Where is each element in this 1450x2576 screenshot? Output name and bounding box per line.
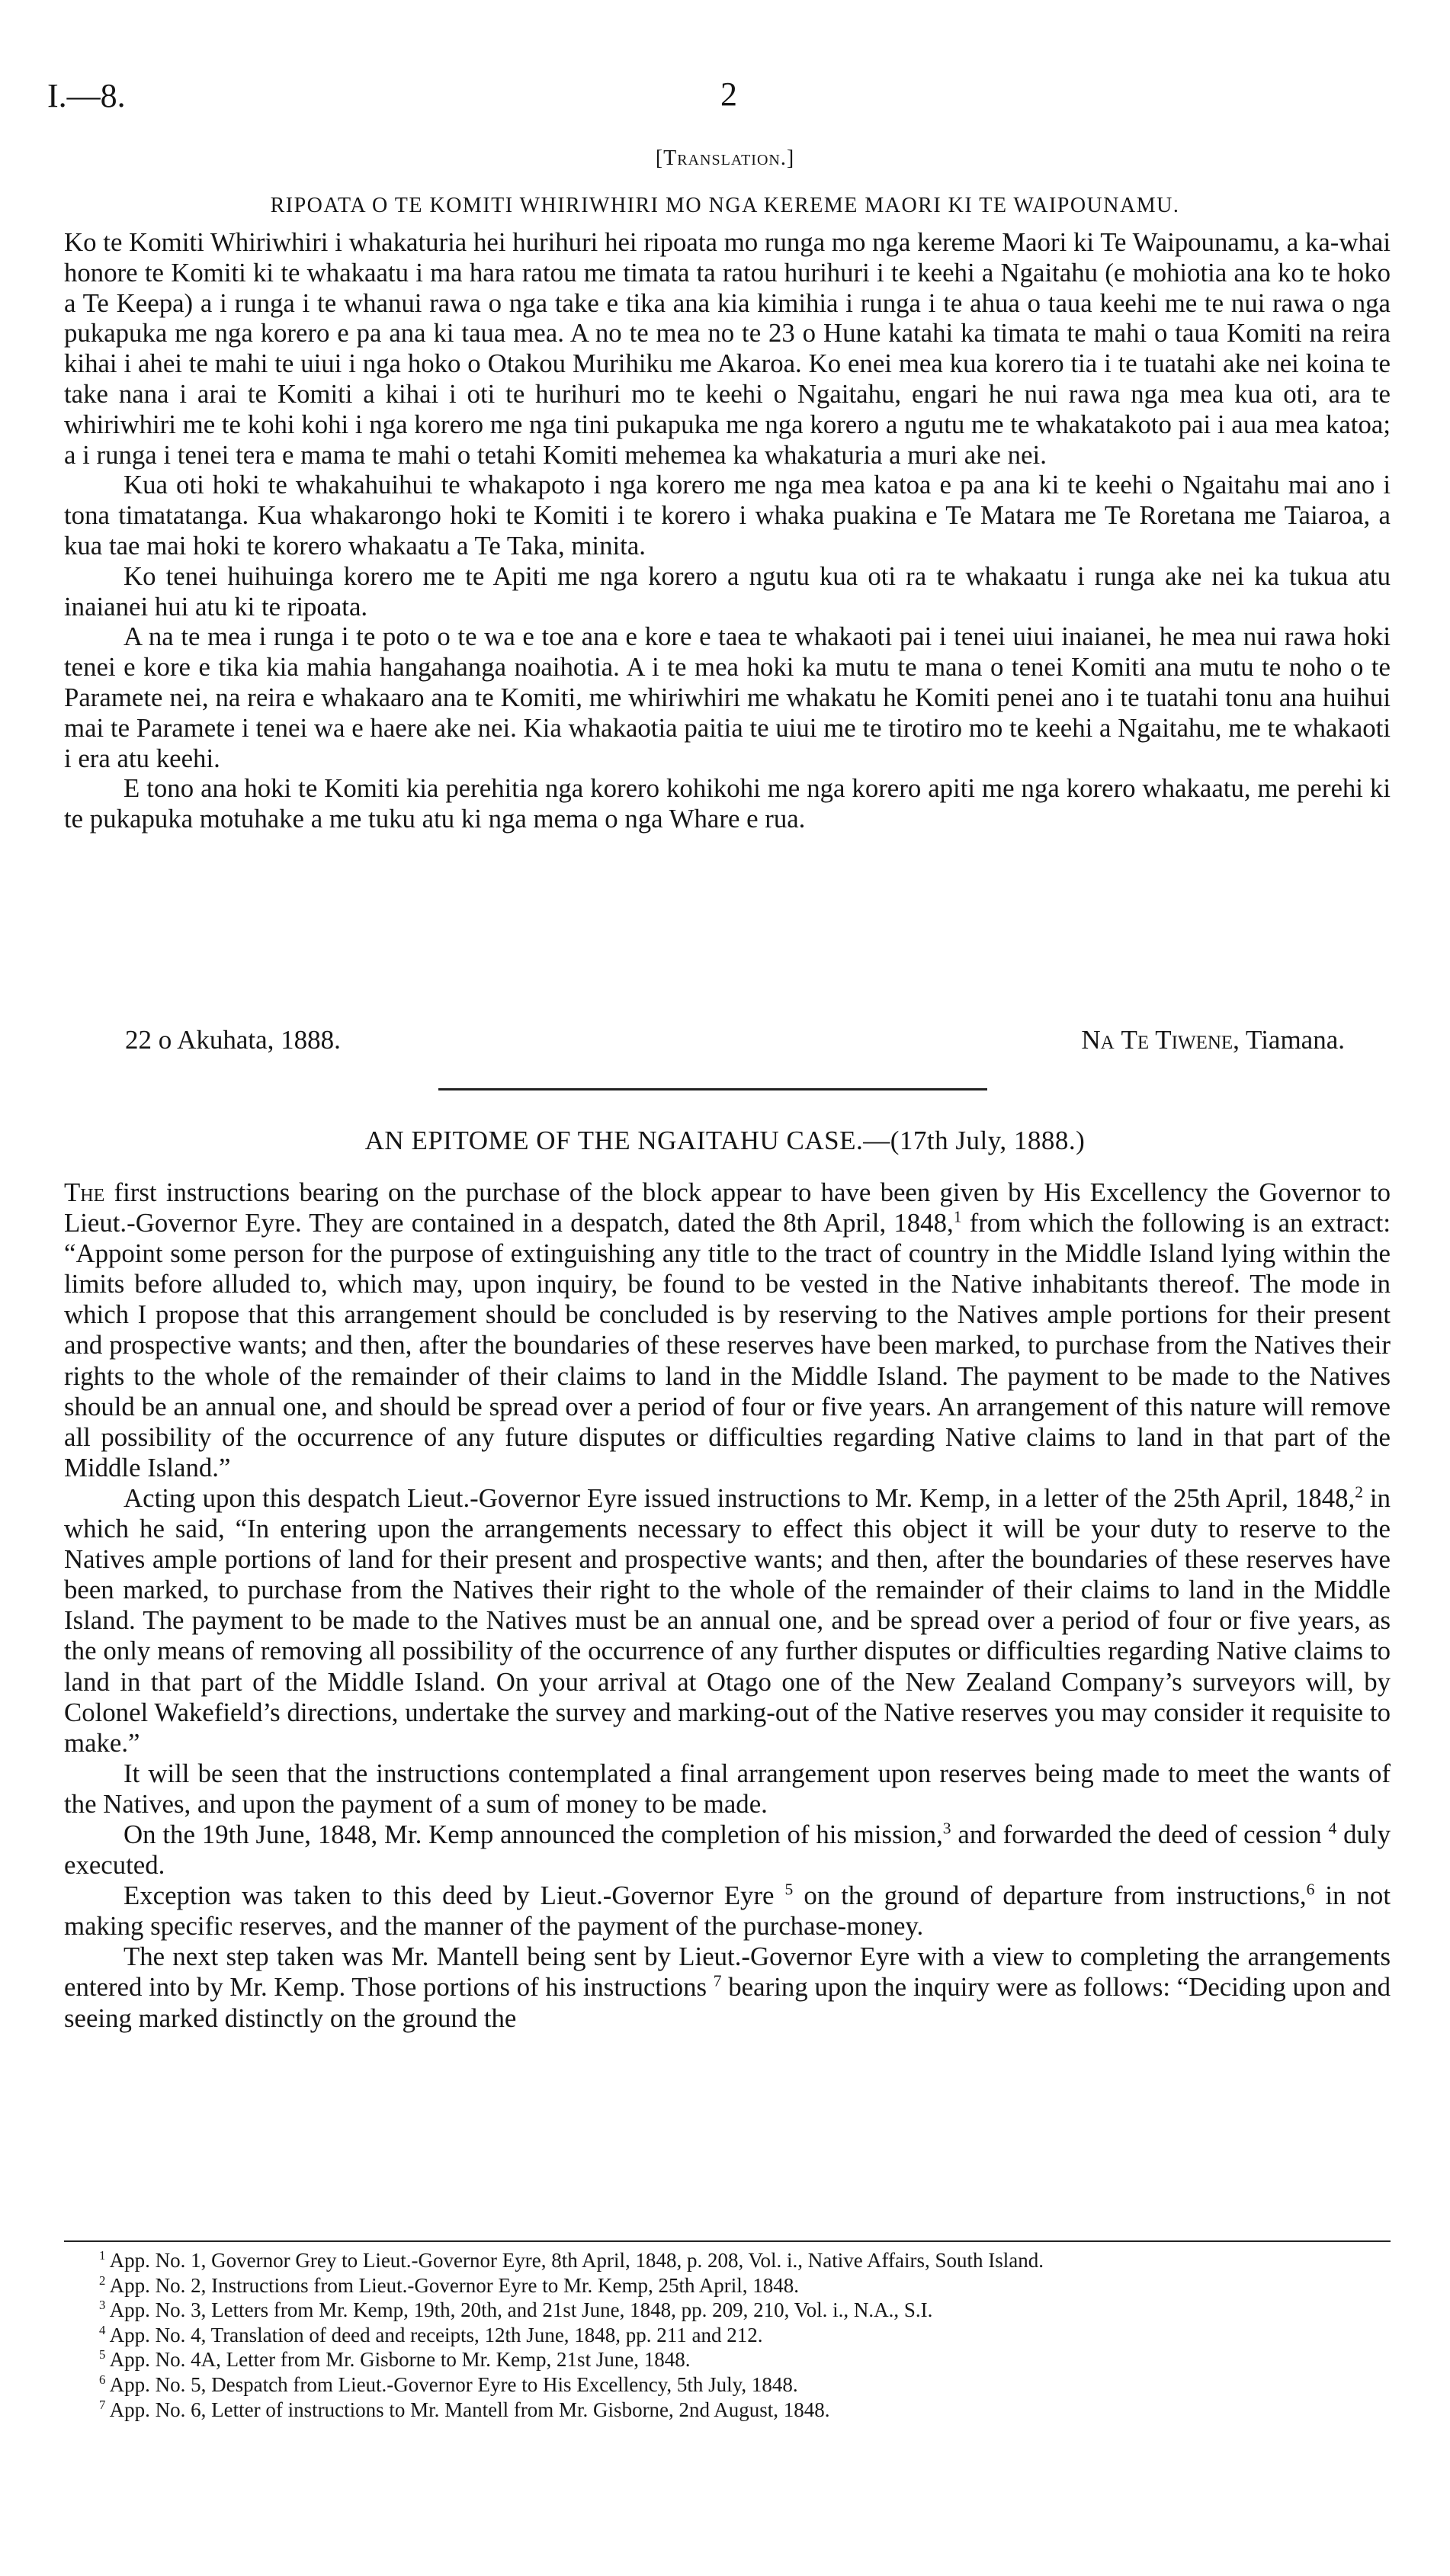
page-number: 2 <box>720 75 737 113</box>
section-divider <box>438 1088 987 1090</box>
footnote-ref: 3 <box>942 1819 951 1838</box>
signature-prefix: Na <box>1081 1025 1115 1055</box>
paragraph-text: duly executed. <box>64 1819 1391 1881</box>
footnote-text: App. No. 4, Translation of deed and receipts, 12th June, 1848, pp. 211 and 212. <box>109 2323 763 2346</box>
maori-paragraph: Ko te Komiti Whiriwhiri i whakaturia hei hurihuri hei ripoata mo runga mo nga kereme Maori ki Te Waipounamu, a ka-whai honore te Komiti ki te whakaatu i ma hara ratou me timata ta ratou hurihuri i te keehi a Ngaitahu (e mohiotia ana ko te hoko a Te Keepa) a i runga i te whanui rawa o nga take e tika ana kia kimihia i runga i te ahua o taua keehi me te nui rawa o nga pukapuka me nga korero e pa ana ki taua mea. A no te mea no te 23 o Hune katahi ka timata te mahi o taua Komiti na reira kihai i ahei te mahi te uiui i nga hoko o Otakou Murihiku me Akaroa. Ko enei mea kua korero tia i te tuatahi ake nei koina te take nana i arai te Komiti a kihai i oti te hurihuri mo te keehi o Ngaitahu, engari he nui rawa nga mea kua oti, ara te whiriwhiri me te kohi kohi i nga korero me nga tini pukapuka me nga korero a ngutu me te whakatakoto pai i aua mea katoa; a i runga i tenei tera e mama te mahi o tetahi Komiti mehemea ka whakaturia a muri ake nei. <box>64 227 1391 470</box>
translation-label: [Translation.] <box>655 146 795 170</box>
footnote <box>99 2248 1395 2273</box>
signature-role: , Tiamana. <box>1233 1025 1345 1055</box>
footnote-text: App. No. 6, Letter of instructions to Mr. Mantell from Mr. Gisborne, 2nd August, 1848. <box>109 2398 830 2421</box>
footnote <box>99 2398 1395 2423</box>
footnote-text: App. No. 3, Letters from Mr. Kemp, 19th, 20th, and 21st June, 1848, pp. 209, 210, Vol. i., N.A., S.I. <box>109 2298 933 2322</box>
footnote-number: 5 <box>99 2347 106 2362</box>
paragraph-text: from which the following is an extract: “Appoint some person for the purpose of extinguishing any title to the tract of country in the Middle Island lying within the limits before alluded to, which may, upon inquiry, be found to be vested in the Native inhabitants thereof. The mode in which I propose that this arrangement should be concluded is by reserving to the Natives ample portions for their present and prospective wants; and then, after the boundaries of these reserves have been marked, to purchase from the Natives their rights to the whole of the remainder of their claims to land in the Middle Island. The payment to be made to the Natives should be an annual one, and should be spread over a period of four or five years. An arrangement of this nature will remove all possibility of the occurrence of any future disputes or difficulties regarding Native claims to land in that part of the Middle Island.” <box>64 1208 1391 1482</box>
footnote <box>99 2323 1395 2348</box>
epitome-title: AN EPITOME OF THE NGAITAHU CASE.—(17th July, 1888.) <box>364 1126 1086 1155</box>
footnote-number: 3 <box>99 2298 106 2313</box>
paragraph-text: first instructions bearing on the purchase of the block appear to have been given by His Excellency the Governor to Lieut.-Governor Eyre. They are contained in a despatch, dated the 8th April, 1848, <box>64 1177 1391 1238</box>
footnote <box>99 2298 1395 2323</box>
footnote-ref: 5 <box>784 1880 794 1899</box>
paragraph-text: Acting upon this despatch Lieut.-Governor Eyre issued instructions to Mr. Kemp, in a letter of the 25th April, 1848, <box>124 1482 1355 1513</box>
report-signature <box>1081 1025 1345 1055</box>
footnote-divider <box>64 2240 1391 2242</box>
footnote-ref: 7 <box>713 1971 722 1990</box>
lead-word: The <box>64 1177 105 1207</box>
epitome-body <box>64 1177 1391 2034</box>
footnote-ref: 4 <box>1328 1819 1337 1838</box>
paragraph-text: and forwarded the deed of cession <box>951 1819 1322 1849</box>
paragraph-text: in not making specific reserves, and the manner of the payment of the purchase-money. <box>64 1881 1391 1942</box>
paragraph-text: on the ground of departure from instructions, <box>793 1881 1307 1911</box>
footnote-ref: 6 <box>1306 1880 1315 1899</box>
report-date: 22 o Akuhata, 1888. <box>125 1025 341 1055</box>
maori-paragraph: Kua oti hoki te whakahuihui te whakapoto i nga korero me nga mea katoa e pa ana ki te keehi o Ngaitahu mai ano i tona timatatanga. Kua whakarongo hoki te Komiti i te korero i whaka puakina e Te Matara me Te Roretana me Taiaroa, a kua tae mai hoki te korero whakaatu a Te Taka, minita. <box>64 470 1391 560</box>
paper-reference: I.—8. <box>47 77 126 114</box>
epitome-paragraph <box>64 1483 1391 1759</box>
epitome-paragraph <box>64 1820 1391 1881</box>
maori-paragraph: A na te mea i runga i te poto o te wa e toe ana e kore e taea te whakaoti pai i tenei uiui inaianei, he mea nui rawa hoki tenei e kore e tika kia mahia hangahanga noaihotia. A i te mea hoki ka mutu te mana o tenei Komiti ana mutu te noho o te Paramete nei, na reira e whakaaro ana te Komiti, me whiriwhiri me whakatu he Komiti penei ano i te tuatahi tonu ana huihui mai te Paramete i tenei wa e haere ake nei. Kia whakaotia paitia te uiui me te tirotiro mo te keehi a Ngaitahu, me te whakaoti i era atu keehi. <box>64 622 1391 773</box>
footnote <box>99 2347 1395 2372</box>
maori-report-body <box>64 227 1391 834</box>
signature-name: Te Tiwene <box>1121 1025 1233 1055</box>
paragraph-text: The next step taken was Mr. Mantell being sent by Lieut.-Governor Eyre with a view to completing the arrangements entered into by Mr. Kemp. Those portions of his instructions <box>64 1942 1391 2003</box>
epitome-paragraph <box>64 1942 1391 2033</box>
footnote-number: 2 <box>99 2272 106 2288</box>
footnotes <box>99 2248 1395 2422</box>
epitome-paragraph <box>64 1177 1391 1483</box>
footnote-number: 1 <box>99 2248 106 2263</box>
footnote-text: App. No. 4A, Letter from Mr. Gisborne to Mr. Kemp, 21st June, 1848. <box>109 2348 691 2372</box>
footnote-text: App. No. 5, Despatch from Lieut.-Governor Eyre to His Excellency, 5th July, 1848. <box>109 2372 798 2396</box>
paragraph-text: in which he said, “In entering upon the arrangements necessary to effect this object it will be your duty to reserve to the Natives ample portions of land for their present and prospective wants; and then, after the boundaries of these reserves have been marked, to purchase from the Natives their right to the whole of the remainder of their claims to land in the Middle Island. The payment to be made to the Natives must be an annual one, and be spread over a period of four or five years, as the only means of removing all possibility of the occurrence of any further disputes or difficulties regarding Native claims to land in that part of the Middle Island. On your arrival at Otago one of the New Zealand Company’s surveyors will, by Colonel Wakefield’s directions, undertake the survey and marking-out of the Native reserves you may consider it requisite to make.” <box>64 1482 1391 1758</box>
maori-report-title: RIPOATA O TE KOMITI WHIRIWHIRI MO NGA KEREME MAORI KI TE WAIPOUNAMU. <box>270 194 1180 217</box>
maori-paragraph: E tono ana hoki te Komiti kia perehitia nga korero kohikohi me nga korero apiti me nga korero whakaatu, me perehi ki te pukapuka motuhake a me tuku atu ki nga mema o nga Whare e rua. <box>64 773 1391 834</box>
footnote <box>99 2273 1395 2298</box>
footnote-number: 7 <box>99 2397 106 2412</box>
footnote-number: 6 <box>99 2372 106 2387</box>
paragraph-text: Exception was taken to this deed by Lieut.-Governor Eyre <box>124 1881 775 1911</box>
paragraph-text: On the 19th June, 1848, Mr. Kemp announced the completion of his mission, <box>124 1819 943 1849</box>
epitome-paragraph <box>64 1881 1391 1942</box>
footnote <box>99 2372 1395 2398</box>
paragraph-text: bearing upon the inquiry were as follows: “Deciding upon and seeing marked distinctly on the ground the <box>64 1972 1391 2033</box>
footnote-text: App. No. 2, Instructions from Lieut.-Governor Eyre to Mr. Kemp, 25th April, 1848. <box>109 2273 800 2297</box>
footnote-text: App. No. 1, Governor Grey to Lieut.-Governor Eyre, 8th April, 1848, p. 208, Vol. i., Native Affairs, South Island. <box>109 2249 1044 2272</box>
footnote-ref: 1 <box>953 1207 962 1226</box>
epitome-paragraph: It will be seen that the instructions contemplated a final arrangement upon reserves being made to meet the wants of the Natives, and upon the payment of a sum of money to be made. <box>64 1758 1391 1819</box>
footnote-ref: 2 <box>1355 1482 1363 1502</box>
footnote-number: 4 <box>99 2322 106 2337</box>
maori-paragraph: Ko tenei huihuinga korero me te Apiti me nga korero a ngutu kua oti ra te whakaatu i runga ake nei ka tukua atu inaianei hui atu ki te ripoata. <box>64 560 1391 622</box>
